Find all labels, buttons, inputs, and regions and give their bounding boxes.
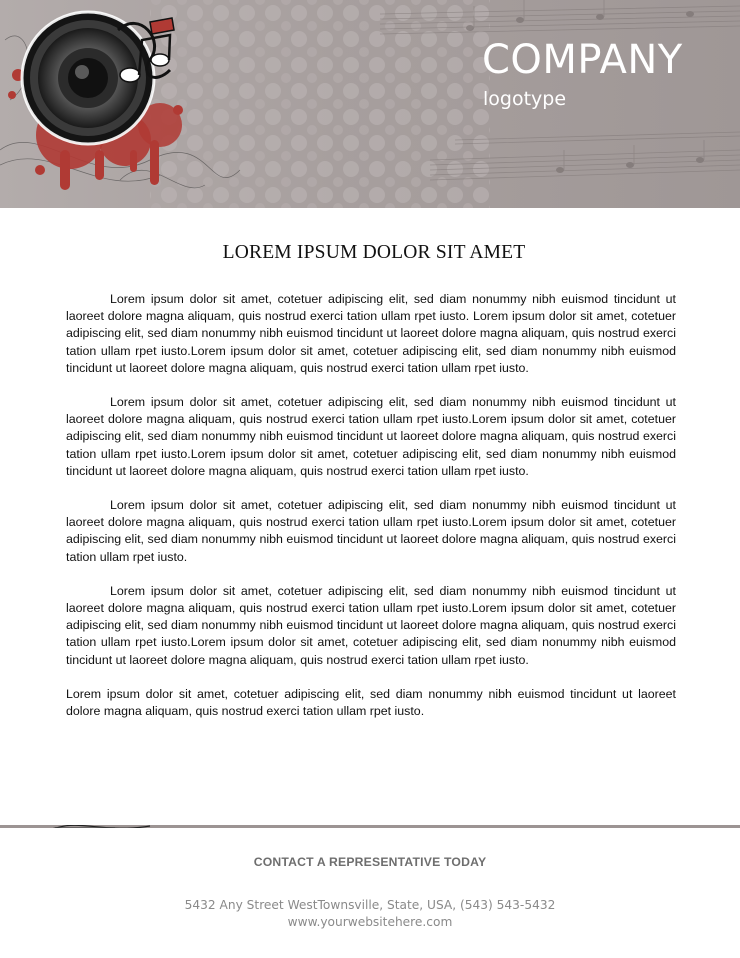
halftone-dots-decoration	[150, 0, 490, 208]
company-logotype: logotype	[483, 88, 567, 110]
paragraph: Lorem ipsum dolor sit amet, cotetuer adipiscing elit, sed diam nonummy nibh euismod tincidunt ut laoreet dolore magna aliquam, quis nostrud exerci tation ullam rpet iusto. Lorem ipsum dolor sit amet, cotetuer adipiscing elit, sed diam nonummy nibh euismod tincidunt ut laoreet dolore magna aliquam, quis nostrud exerci tation ullam rpet iusto.Lorem ipsum dolor sit amet, cotetuer adipiscing elit, sed diam nonummy nibh euismod tincidunt ut laoreet dolore magna aliquam, quis nostrud exerci tation ullam rpet iusto.	[66, 292, 676, 375]
document-title: LOREM IPSUM DOLOR SIT AMET	[222, 242, 526, 263]
document-body	[66, 291, 676, 737]
footer-divider	[0, 820, 740, 828]
company-name: COMPANY	[482, 37, 683, 83]
contact-address: 5432 Any Street WestTownsville, State, USA, (543) 543-5432	[184, 898, 556, 912]
header-banner	[0, 0, 740, 208]
banner-graphic	[0, 0, 740, 208]
website-link[interactable]: www.yourwebsitehere.com	[287, 915, 453, 929]
paragraph: Lorem ipsum dolor sit amet, cotetuer adipiscing elit, sed diam nonummy nibh euismod tincidunt ut laoreet dolore magna aliquam, quis nostrud exerci tation ullam rpet iusto.Lorem ipsum dolor sit amet, cotetuer adipiscing elit, sed diam nonummy nibh euismod tincidunt ut laoreet dolore magna aliquam, quis nostrud exerci tation ullam rpet iusto.Lorem ipsum dolor sit amet, cotetuer adipiscing elit, sed diam nonummy nibh euismod tincidunt ut laoreet dolore magna aliquam, quis nostrud exerci tation ullam rpet iusto.	[66, 583, 676, 667]
paragraph: Lorem ipsum dolor sit amet, cotetuer adipiscing elit, sed diam nonummy nibh euismod tincidunt ut laoreet dolore magna aliquam, quis nostrud exerci tation ullam rpet iusto.Lorem ipsum dolor sit amet, cotetuer adipiscing elit, sed diam nonummy nibh euismod tincidunt ut laoreet dolore magna aliquam, quis nostrud exerci tation ullam rpet iusto.Lorem ipsum dolor sit amet, cotetuer adipiscing elit, sed diam nonummy nibh euismod tincidunt ut laoreet dolore magna aliquam, quis nostrud exerci tation ullam rpet iusto.	[66, 395, 676, 478]
paragraph: Lorem ipsum dolor sit amet, cotetuer adipiscing elit, sed diam nonummy nibh euismod tincidunt ut laoreet dolore magna aliquam, quis nostrud exerci tation ullam rpet iusto.	[66, 686, 676, 719]
contact-heading: CONTACT A REPRESENTATIVE TODAY	[253, 855, 487, 869]
paragraph: Lorem ipsum dolor sit amet, cotetuer adipiscing elit, sed diam nonummy nibh euismod tincidunt ut laoreet dolore magna aliquam, quis nostrud exerci tation ullam rpet iusto.Lorem ipsum dolor sit amet, cotetuer adipiscing elit, sed diam nonummy nibh euismod tincidunt ut laoreet dolore magna aliquam, quis nostrud exerci tation ullam rpet iusto.	[66, 498, 676, 564]
